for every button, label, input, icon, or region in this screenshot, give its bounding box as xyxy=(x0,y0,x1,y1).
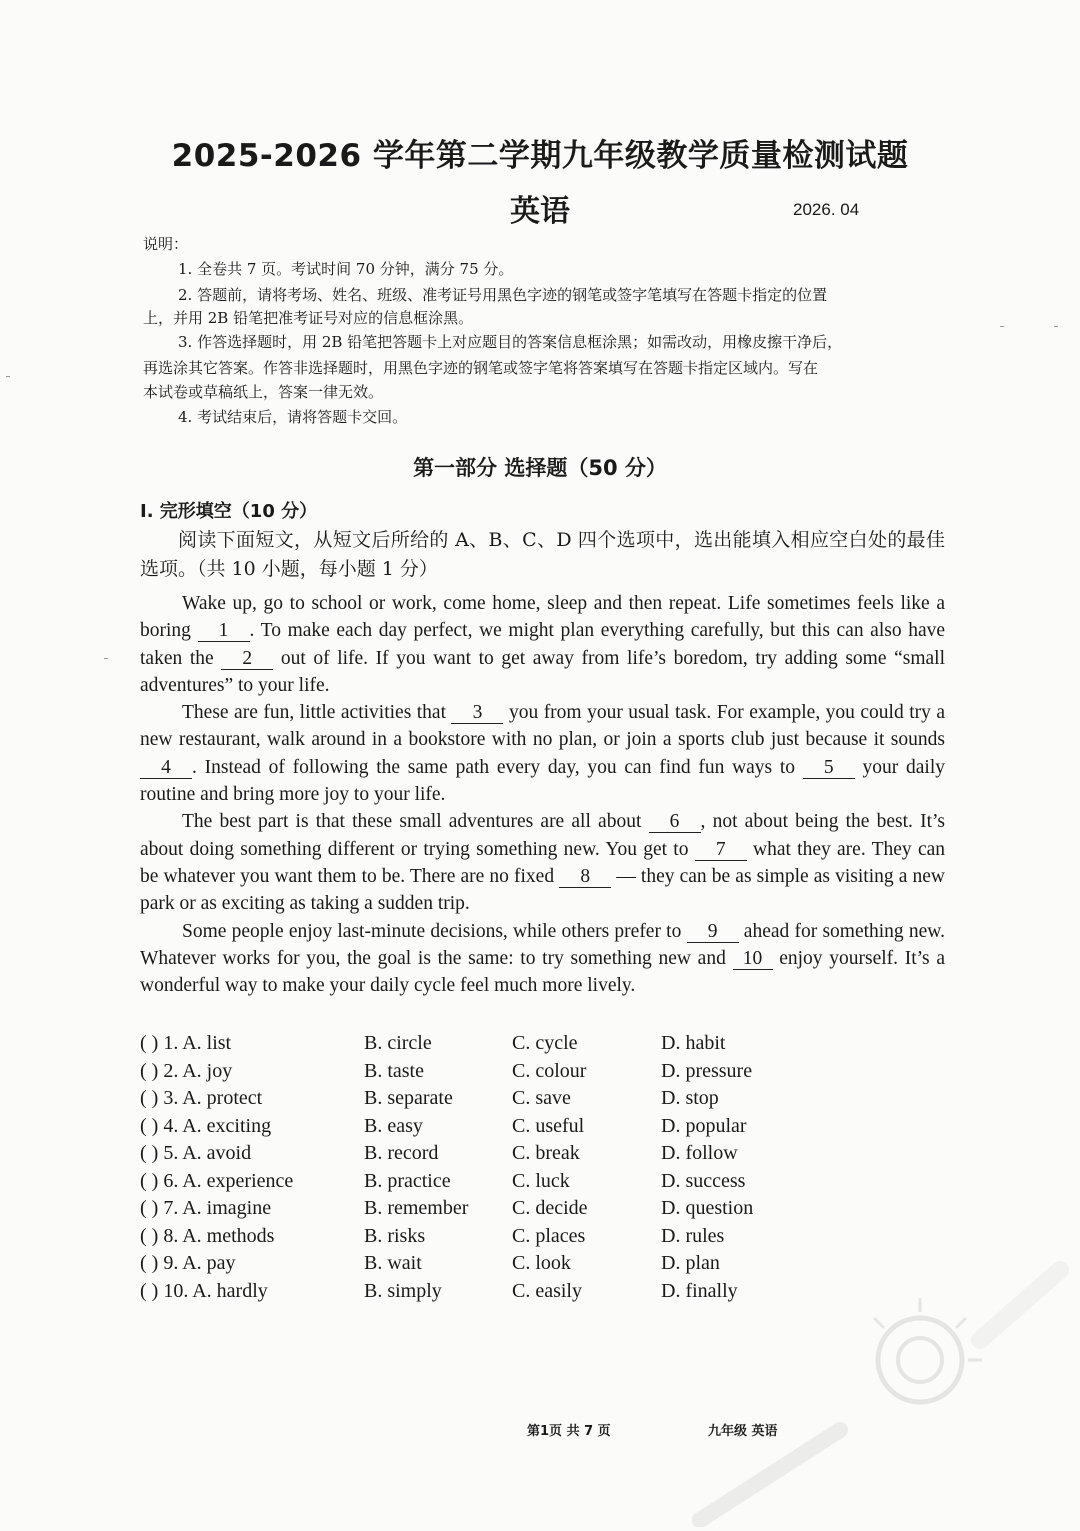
option-b: B. remember xyxy=(364,1197,469,1219)
option-a: ( ) 10. A. hardly xyxy=(140,1279,268,1302)
option-d: D. popular xyxy=(661,1114,747,1137)
option-d: D. rules xyxy=(661,1224,725,1247)
passage-paragraph: These are fun, little activities that 3 you from your usual task. For example, you could try a new restaurant, walk around in a bookstore with no plan, or join a sports club just because it sounds 4 . Instead of following the same path every day, you can find fun ways to 5 your daily routine and bring more joy to your life. xyxy=(140,702,946,806)
blank-2: 2 xyxy=(221,649,273,670)
option-c: C. save xyxy=(512,1087,571,1109)
passage-paragraph: The best part is that these small adventures are all about 6 , not about being the best. It’s about doing something different or trying something new. You get to 7 what they are. They can be whatever you want them to be. There are no fixed 8 — they can be as simple as visiting a new park or as exciting as taking a sudden trip. xyxy=(140,811,946,915)
option-b: B. risks xyxy=(364,1224,426,1247)
option-d: D. stop xyxy=(661,1087,719,1109)
option-b: B. taste xyxy=(364,1059,424,1082)
exam-subject: 英语 xyxy=(510,194,570,229)
option-b: B. separate xyxy=(364,1087,453,1109)
instruction-line-3-end: 本试卷或草稿纸上，答案一律无效。 xyxy=(143,383,384,401)
option-a: ( ) 1. A. list xyxy=(140,1032,232,1054)
option-c: C. colour xyxy=(512,1059,587,1082)
option-a: ( ) 5. A. avoid xyxy=(140,1142,252,1164)
instruction-line-2: 2. 答题前，请将考场、姓名、班级、准考证号用黑色字迹的钢笔或签字笔填写在答题卡指定的位置 xyxy=(178,286,828,304)
option-a: ( ) 2. A. joy xyxy=(140,1059,233,1082)
part-title: I. 完形填空（10 分） xyxy=(140,501,318,522)
option-c: C. luck xyxy=(512,1169,570,1192)
option-b: B. easy xyxy=(364,1114,423,1137)
option-c: C. cycle xyxy=(512,1032,578,1054)
option-d: D. habit xyxy=(661,1032,726,1054)
option-a: ( ) 4. A. exciting xyxy=(140,1114,272,1137)
blank-4: 4 xyxy=(140,758,192,779)
option-b: B. wait xyxy=(364,1252,422,1274)
instruction-line-3: 3. 作答选择题时，用 2B 铅笔把答题卡上对应题目的答案信息框涂黑；如需改动，用橡皮擦干净后， xyxy=(178,333,843,351)
instruction-line-1: 1. 全卷共 7 页。考试时间 70 分钟，满分 75 分。 xyxy=(178,260,514,278)
option-d: D. success xyxy=(661,1169,746,1192)
option-a: ( ) 9. A. pay xyxy=(140,1252,236,1274)
page-number: 第1页 共 7 页 xyxy=(527,1424,611,1439)
watermark-logo xyxy=(860,1250,1080,1434)
instruction-line-2-cont: 上，并用 2B 铅笔把准考证号对应的信息框涂黑。 xyxy=(143,309,474,327)
cloze-passage xyxy=(140,590,945,999)
option-c: C. break xyxy=(512,1142,580,1164)
option-d: D. follow xyxy=(661,1142,738,1164)
instructions-label: 说明： xyxy=(143,235,189,253)
option-c: C. easily xyxy=(512,1279,582,1302)
option-c: C. places xyxy=(512,1224,586,1247)
blank-3: 3 xyxy=(451,703,503,724)
option-c: C. useful xyxy=(512,1114,585,1137)
instruction-line-4: 4. 考试结束后，请将答题卡交回。 xyxy=(178,408,408,426)
blank-8: 8 xyxy=(559,867,611,888)
blank-6: 6 xyxy=(649,812,701,833)
option-d: D. finally xyxy=(661,1279,738,1302)
blank-10: 10 xyxy=(733,949,773,970)
option-b: B. simply xyxy=(364,1279,442,1302)
option-c: C. look xyxy=(512,1252,571,1274)
option-a: ( ) 3. A. protect xyxy=(140,1087,263,1109)
option-d: D. question xyxy=(661,1197,754,1219)
blank-5: 5 xyxy=(803,758,855,779)
watermark-logo-bottom xyxy=(690,1420,850,1531)
option-a: ( ) 7. A. imagine xyxy=(140,1197,272,1219)
option-d: D. pressure xyxy=(661,1059,753,1082)
blank-7: 7 xyxy=(695,840,747,861)
footer-grade-subject: 九年级 英语 xyxy=(708,1424,778,1439)
blank-9: 9 xyxy=(687,922,739,943)
option-b: B. record xyxy=(364,1142,439,1164)
cloze-directions: 阅读下面短文，从短文后所给的 A、B、C、D 四个选项中，选出能填入相应空白处的最佳选项。（共 10 小题，每小题 1 分） xyxy=(140,529,945,580)
option-d: D. plan xyxy=(661,1252,720,1274)
blank-1: 1 xyxy=(198,621,250,642)
instruction-line-3-cont: 再选涂其它答案。作答非选择题时，用黑色字迹的钢笔或签字笔将答案填写在答题卡指定区域内。写在 xyxy=(143,359,819,377)
option-b: B. practice xyxy=(364,1169,451,1192)
passage-paragraph: Some people enjoy last-minute decisions, while others prefer to 9 ahead for something new. Whatever works for you, the goal is the same: to try something new and 10 enjoy yourself. It’s a wonderful way to make your daily cycle feel much more lively. xyxy=(140,920,946,997)
passage-paragraph: Wake up, go to school or work, come home, sleep and then repeat. Life sometimes feels like a boring 1 . To make each day perfect, we might plan everything carefully, but this can also have taken the 2 out of life. If you want to get away from life’s boredom, try adding some “small adventures” to your life. xyxy=(140,593,946,696)
option-c: C. decide xyxy=(512,1197,588,1219)
option-a: ( ) 6. A. experience xyxy=(140,1169,294,1192)
exam-date: 2026. 04 xyxy=(793,200,860,219)
exam-title: 2025-2026 学年第二学期九年级教学质量检测试题 xyxy=(171,138,909,174)
option-b: B. circle xyxy=(364,1032,432,1054)
option-a: ( ) 8. A. methods xyxy=(140,1224,275,1247)
section-title: 第一部分 选择题（50 分） xyxy=(413,456,667,480)
